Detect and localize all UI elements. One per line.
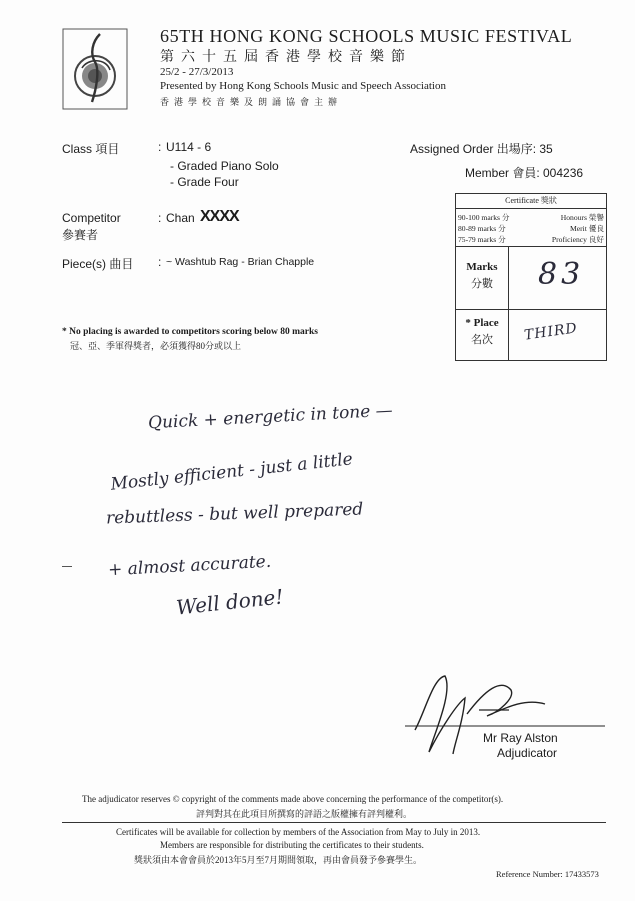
- place-value: THIRD: [523, 320, 579, 344]
- assigned-order: Assigned Order 出場序: 35: [410, 142, 553, 156]
- competitor-label: Competitor: [62, 211, 121, 225]
- certificate-award: Merit 優良: [570, 224, 604, 233]
- marks-value: 83: [538, 257, 585, 292]
- certificate-note-chinese: 獎狀須由本會會員於2013年5月至7月期間領取，再由會員發予參賽學生。: [134, 855, 423, 865]
- comment-line-4: + almost accurate.: [107, 551, 272, 581]
- class-colon: :: [158, 140, 162, 154]
- comment-line-1: Quick + energetic in tone —: [147, 400, 394, 434]
- adjudicator-title: Adjudicator: [497, 746, 558, 760]
- festival-title: 65TH HONG KONG SCHOOLS MUSIC FESTIVAL: [160, 26, 573, 46]
- certificate-award: Proficiency 良好: [551, 235, 604, 244]
- competitor-name: Chan: [166, 211, 195, 225]
- competitor-name-redacted: XXXX: [200, 208, 239, 225]
- certificate-range: 80-89 marks 分: [458, 224, 506, 233]
- pieces-value: ~ Washtub Rag - Brian Chapple: [166, 256, 315, 268]
- footer-divider: [62, 822, 606, 823]
- comment-line-3: rebuttless - but well prepared: [105, 499, 364, 529]
- certificate-table: [455, 193, 607, 361]
- certificate-range: 75-79 marks 分: [458, 235, 506, 244]
- class-code: U114 - 6: [166, 140, 212, 154]
- margin-mark: [62, 566, 72, 567]
- comment-line-2: Mostly efficient - just a little: [109, 449, 354, 495]
- presented-by: Presented by Hong Kong Schools Music and Speech Association: [160, 80, 446, 92]
- place-row: [456, 308, 606, 360]
- festival-dates: 25/2 - 27/3/2013: [160, 66, 234, 78]
- comment-line-5: Well done!: [175, 584, 285, 620]
- class-line1: - Graded Piano Solo: [170, 159, 279, 173]
- festival-logo: [62, 28, 128, 110]
- marks-label: Marks: [466, 261, 498, 273]
- competitor-colon: :: [158, 211, 162, 225]
- copyright-note-chinese: 評判對其在此項目所撰寫的評語之版權擁有評判權利。: [196, 809, 413, 819]
- marks-label-chinese: 分數: [471, 278, 493, 290]
- place-label: * Place: [465, 317, 499, 329]
- certificate-award: Honours 榮譽: [560, 213, 604, 222]
- copyright-note: The adjudicator reserves © copyright of the comments made above concerning the performance of the competitor(s).: [82, 794, 504, 804]
- certificate-distribution-note: Members are responsible for distributing the certificates to their students.: [160, 840, 424, 850]
- class-label: Class 項目: [62, 142, 120, 156]
- certificate-header: Certificate 獎狀: [456, 194, 606, 209]
- pieces-label: Piece(s) 曲目: [62, 257, 134, 271]
- adjudicator-name: Mr Ray Alston: [483, 731, 558, 745]
- festival-title-chinese: 第六十五屆香港學校音樂節: [160, 50, 412, 65]
- place-label-cell: [456, 308, 509, 360]
- place-label-chinese: 名次: [471, 334, 493, 346]
- certificate-range: 90-100 marks 分: [458, 213, 510, 222]
- competitor-label-chinese: 參賽者: [62, 228, 99, 242]
- member-number: Member 會員: 004236: [465, 166, 584, 180]
- pieces-colon: :: [158, 255, 162, 269]
- certificate-collection-note: Certificates will be available for collection by members of the Association from May to July in 2013.: [116, 827, 481, 837]
- placing-note: * No placing is awarded to competitors scoring below 80 marks: [62, 327, 318, 337]
- marks-label-cell: [456, 247, 509, 309]
- presenter-chinese: 香港學校音樂及朗誦協會主辦: [160, 97, 343, 107]
- placing-note-chinese: 冠、亞、季軍得獎者，必須獲得80分或以上: [70, 341, 242, 351]
- class-line2: - Grade Four: [170, 175, 239, 189]
- reference-number: Reference Number: 17433573: [496, 869, 599, 879]
- marks-row: [456, 246, 606, 310]
